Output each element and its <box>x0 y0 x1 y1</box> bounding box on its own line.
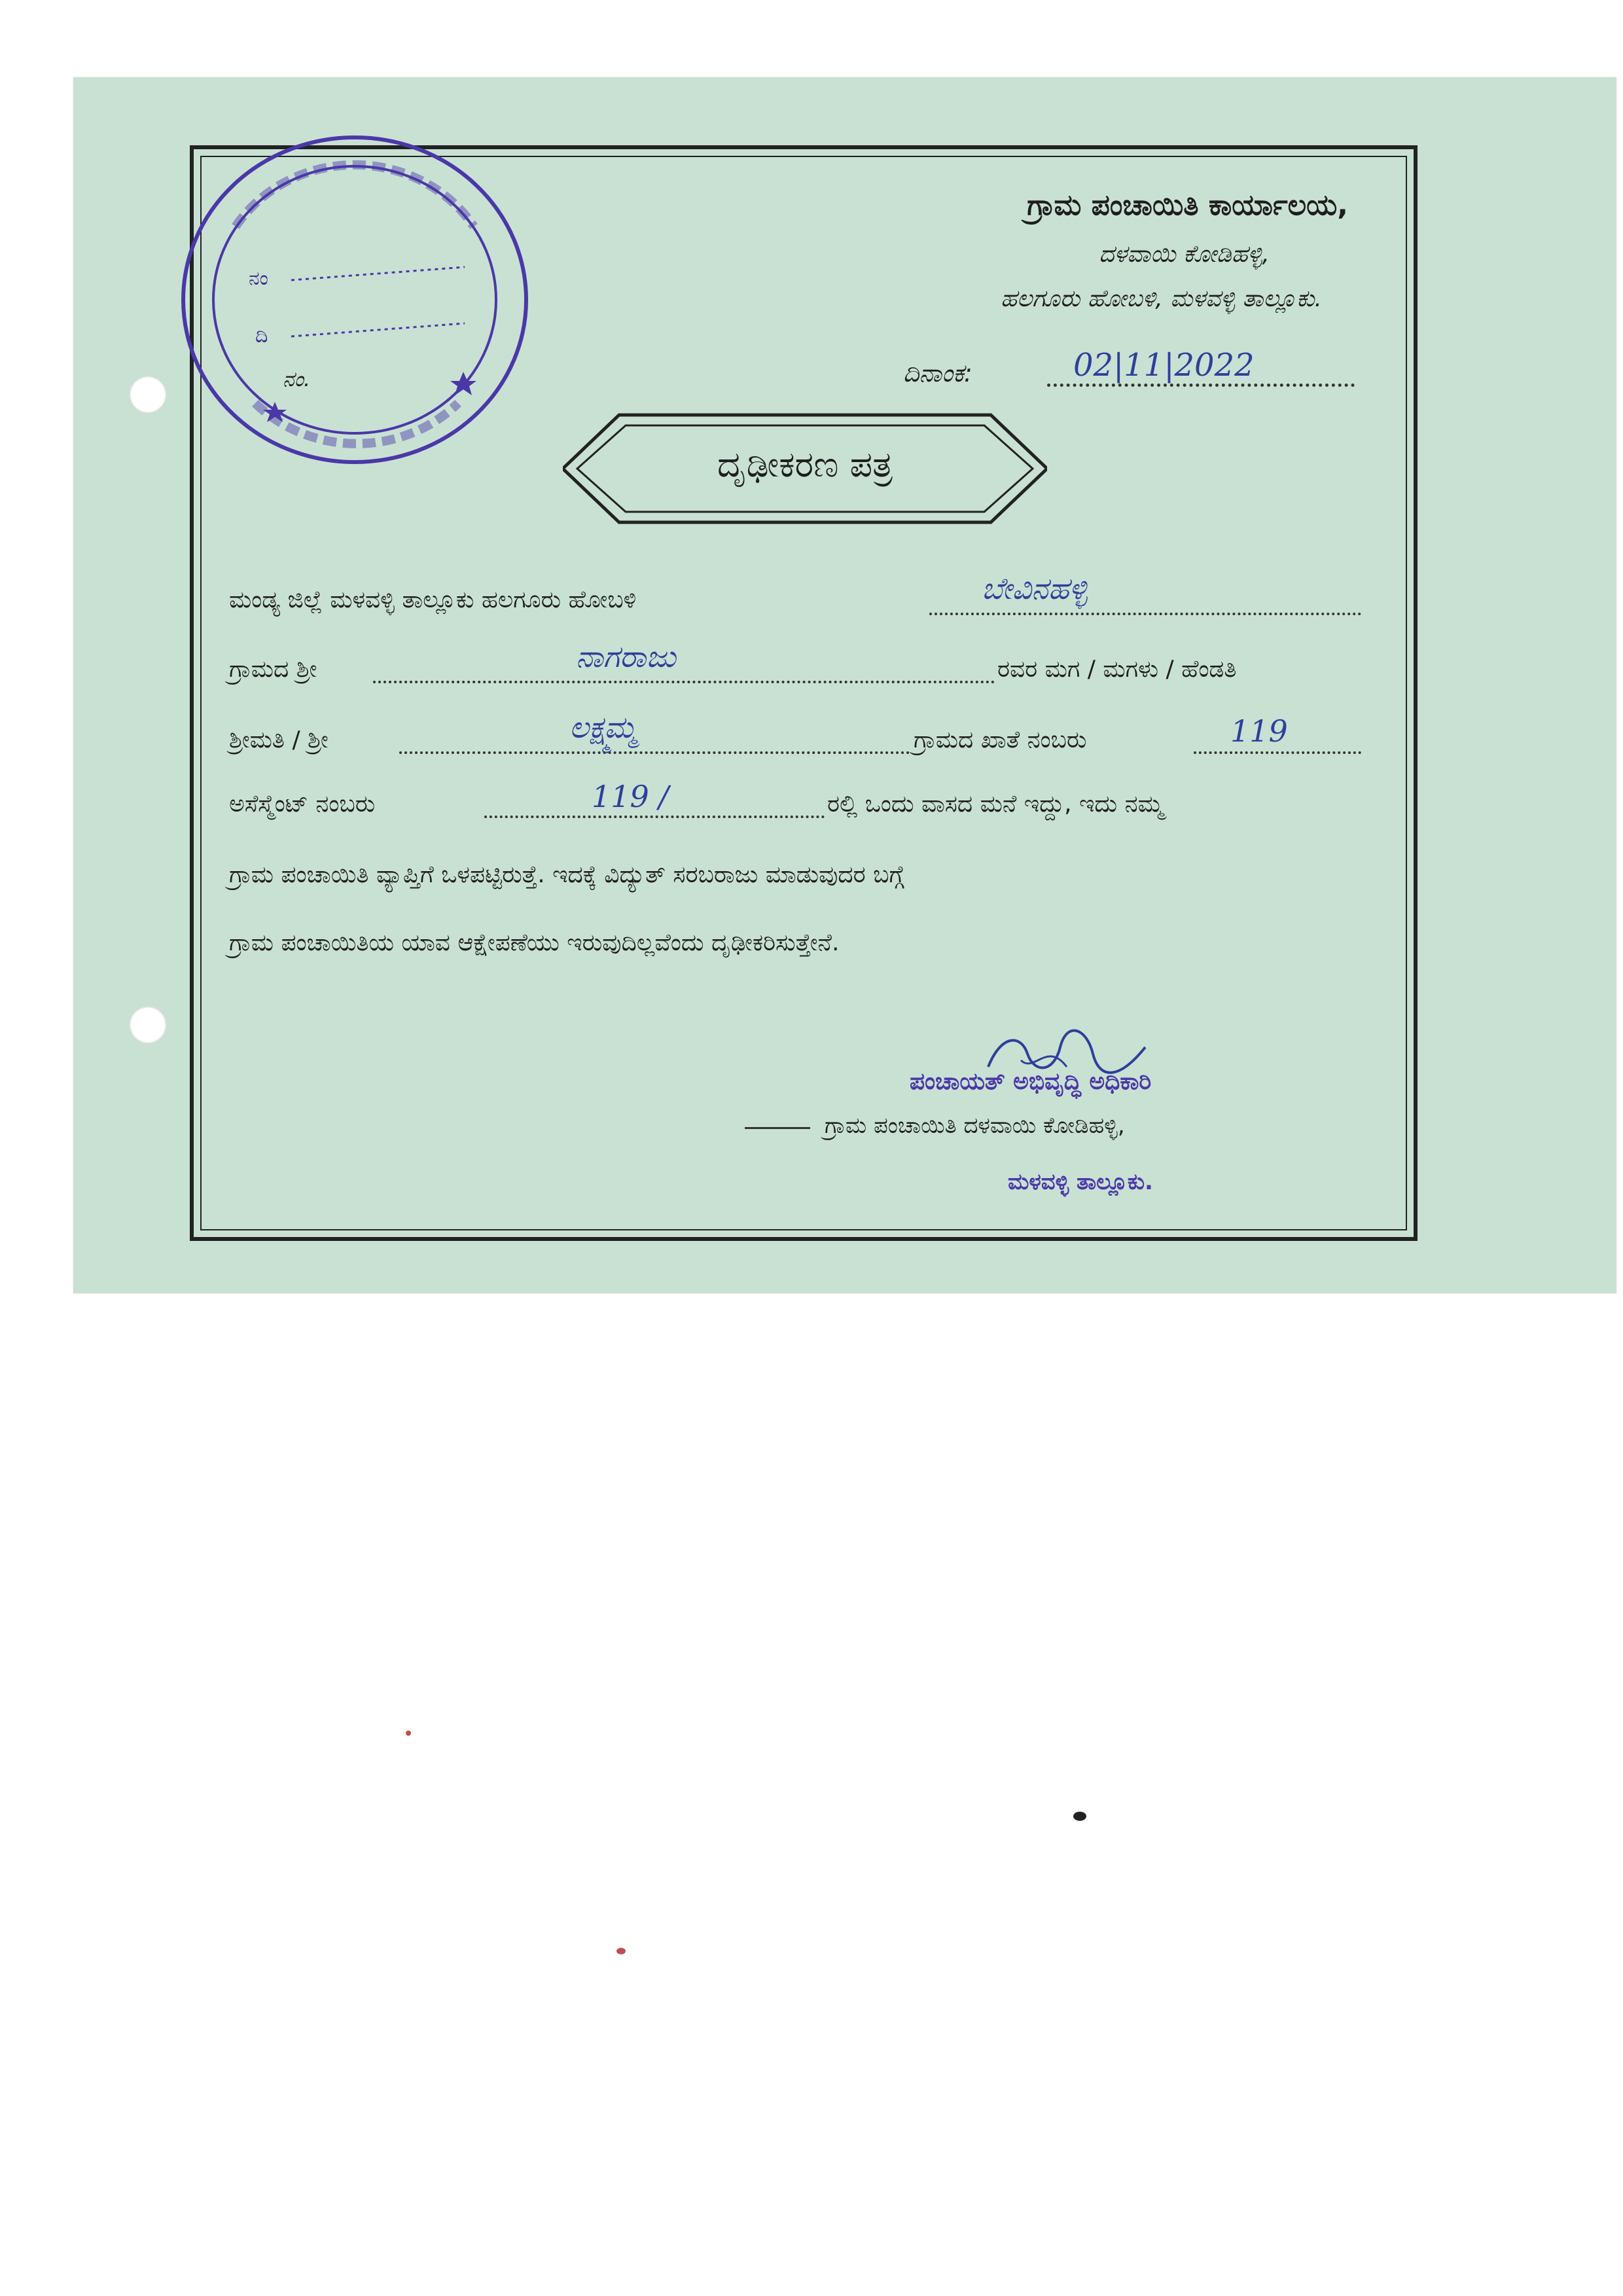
assessment-number-fill: 119 / <box>592 779 669 814</box>
scan-speck <box>406 1731 411 1736</box>
signature-dash <box>745 1127 810 1129</box>
body-line-5: ಗ್ರಾಮ ಪಂಚಾಯಿತಿ ವ್ಯಾಪ್ತಿಗೆ ಒಳಪಟ್ಟಿರುತ್ತೆ. ಇದಕ್ಕೆ ವಿದ್ಯುತ್ ಸರಬರಾಜು ಮಾಡುವುದರ ಬಗ್ಗೆ <box>229 861 904 888</box>
date-label: ದಿನಾಂಕ: <box>903 359 972 387</box>
office-seal-stamp <box>177 128 537 469</box>
punch-hole-bottom <box>130 1007 166 1043</box>
owner-name-fill: ಲಕ್ಷ್ಮಮ್ಮ <box>569 709 637 745</box>
father-name-fill: ನಾಗರಾಜು <box>576 639 676 674</box>
officer-panchayat: ಗ್ರಾಮ ಪಂಚಾಯಿತಿ ದಳವಾಯಿ ಕೋಡಿಹಳ್ಳಿ, <box>825 1113 1125 1139</box>
body-line-1: ಮಂಡ್ಯ ಜಿಲ್ಲೆ ಮಳವಳ್ಳಿ ತಾಲ್ಲೂಕು ಹಲಗೂರು ಹೋಬಳಿ <box>229 586 637 613</box>
line4-suffix: ರಲ್ಲಿ ಒಂದು ವಾಸದ ಮನೆ ಇದ್ದು, ಇದು ನಮ್ಮ <box>827 791 1164 817</box>
khata-dotted-field <box>1194 751 1361 754</box>
punch-hole-top <box>130 376 166 413</box>
line2-prefix: ಗ್ರಾಮದ ಶ್ರೀ <box>229 656 317 683</box>
certificate-title: ದೃಢೀಕರಣ ಪತ್ರ <box>717 444 893 485</box>
scan-speck <box>1073 1812 1086 1821</box>
hobli-village-fill: ಬೇವಿನಹಳ್ಳಿ <box>982 571 1088 606</box>
office-name: ಗ್ರಾಮ ಪಂಚಾಯಿತಿ ಕಾರ್ಯಾಲಯ, <box>1027 188 1348 222</box>
scan-speck <box>616 1948 626 1954</box>
khata-number-fill: 119 <box>1230 713 1288 749</box>
officer-taluk: ಮಳವಳ್ಳಿ ತಾಲ್ಲೂಕು. <box>1008 1169 1153 1195</box>
reference-number-label: ನಂ. <box>283 367 311 391</box>
seal-number-label: ನಂ <box>249 267 268 290</box>
line2-dotted-field <box>373 681 995 683</box>
line3-dotted-field <box>399 751 910 754</box>
line1-dotted-field <box>929 613 1361 615</box>
line4-prefix: ಅಸೆಸ್ಮೆಂಟ್ ನಂಬರು <box>229 791 376 817</box>
officer-title-stamp: ಪಂಚಾಯತ್ ಅಭಿವೃದ್ಧಿ ಅಧಿಕಾರಿ <box>910 1068 1152 1095</box>
body-line-6: ಗ್ರಾಮ ಪಂಚಾಯಿತಿಯ ಯಾವ ಆಕ್ಷೇಪಣೆಯು ಇರುವುದಿಲ್ಲವೆಂದು ದೃಢೀಕರಿಸುತ್ತೇನೆ. <box>229 929 840 956</box>
seal-date-label: ದಿ <box>255 325 268 348</box>
assessment-dotted-field <box>484 816 825 818</box>
date-dotted-line <box>1047 384 1355 387</box>
line2-suffix: ರವರ ಮಗ / ಮಗಳು / ಹೆಂಡತಿ <box>997 656 1237 683</box>
line3-prefix: ಶ್ರೀಮತಿ / ಶ್ರೀ <box>229 726 329 753</box>
date-value: 02|11|2022 <box>1073 347 1255 384</box>
village-name: ದಳವಾಯಿ ಕೋಡಿಹಳ್ಳಿ, <box>1099 241 1270 268</box>
office-address: ಹಲಗೂರು ಹೋಬಳಿ, ಮಳವಳ್ಳಿ ತಾಲ್ಲೂಕು. <box>1001 285 1322 312</box>
line3-mid: ಗ್ರಾಮದ ಖಾತೆ ನಂಬರು <box>914 726 1087 753</box>
